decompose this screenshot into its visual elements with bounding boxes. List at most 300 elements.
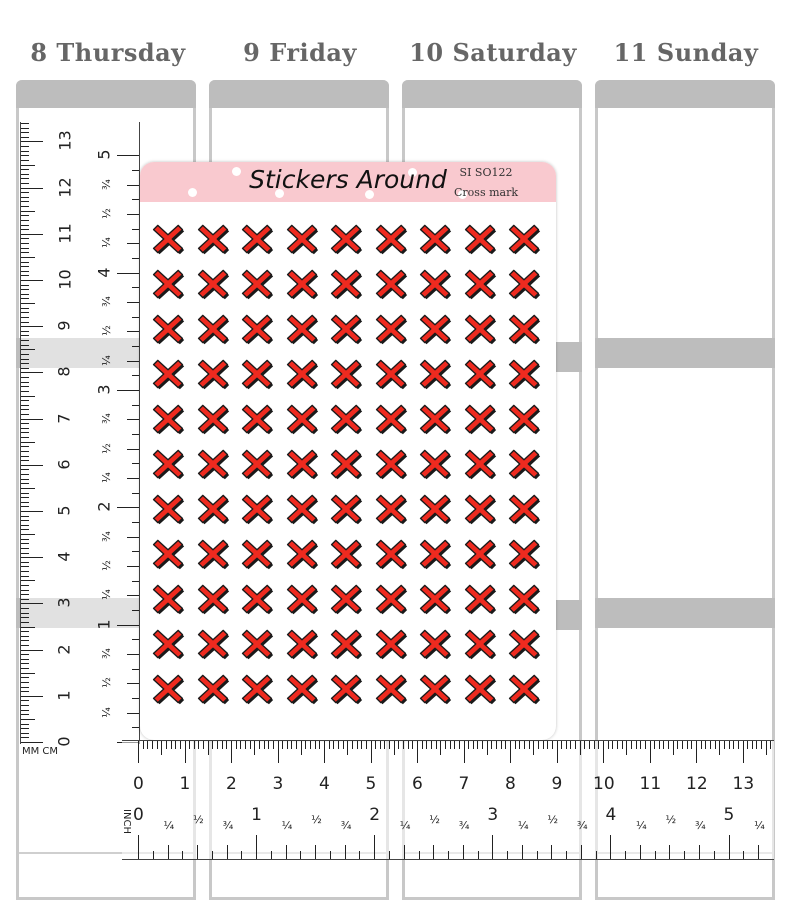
ruler-tick (450, 741, 451, 749)
ruler-tick (21, 312, 29, 313)
ruler-tick (529, 741, 530, 749)
ruler-tick (422, 741, 423, 749)
column-header-bar (595, 80, 775, 108)
cross-mark-icon (151, 447, 185, 481)
cross-mark-icon (196, 672, 230, 706)
ruler-tick (738, 741, 739, 749)
ruler-tick (454, 741, 455, 749)
ruler-tick (127, 214, 139, 215)
ruler-tick (343, 741, 344, 749)
ruler-tick (21, 488, 35, 489)
ruler-tick (21, 636, 29, 637)
ruler-tick (482, 741, 483, 749)
ruler-fraction-label: ½ (99, 325, 113, 337)
ruler-tick (21, 243, 29, 244)
ruler-tick (138, 835, 139, 859)
ruler-fraction-label: ½ (665, 813, 677, 826)
ruler-tick (21, 211, 35, 212)
cross-mark-icon (463, 672, 497, 706)
ruler-tick (21, 548, 29, 549)
ruler-tick (404, 845, 405, 859)
ruler-tick (492, 835, 493, 859)
ruler-cm-label: 6 (412, 774, 423, 794)
cross-mark-icon (507, 402, 541, 436)
ruler-tick (617, 741, 618, 749)
ruler-tick (21, 294, 29, 295)
ruler-tick (21, 659, 29, 660)
ruler-tick (21, 696, 43, 697)
ruler-tick (477, 741, 478, 749)
ruler-tick (537, 851, 538, 859)
ruler-cm-label: 5 (54, 505, 74, 516)
ruler-cm-label: 10 (55, 269, 75, 290)
ruler-tick (761, 741, 762, 749)
cross-mark-icon (151, 627, 185, 661)
ruler-cm-label: 12 (55, 176, 75, 198)
cross-mark-icon (285, 357, 319, 391)
ruler-tick (347, 741, 348, 755)
ruler-tick (227, 845, 228, 859)
cross-mark-icon (240, 582, 274, 616)
ruler-tick (729, 741, 730, 749)
ruler-cm-label: 6 (54, 459, 74, 470)
ruler-tick (152, 741, 153, 749)
cross-mark-icon (374, 402, 408, 436)
ruler-tick (21, 446, 29, 447)
ruler-tick (636, 741, 637, 749)
ruler-tick (21, 220, 29, 221)
ruler-tick (21, 248, 29, 249)
ruler-fraction-label: ¼ (635, 819, 647, 832)
cross-mark-icon (329, 402, 363, 436)
ruler-tick (132, 346, 139, 347)
ruler-tick (566, 741, 567, 749)
cross-mark-icon (329, 537, 363, 571)
ruler-tick (273, 741, 274, 749)
ruler-inch-label: 4 (94, 267, 114, 278)
ruler-cm-label: 13 (55, 130, 75, 152)
ruler-tick (117, 390, 139, 391)
ruler-tick (21, 386, 29, 387)
ruler-tick (127, 331, 139, 332)
cross-mark-icon (374, 357, 408, 391)
ruler-tick (182, 851, 183, 859)
ruler-cm-label: 8 (505, 774, 516, 794)
ruler-tick (259, 741, 260, 749)
cross-mark-icon (240, 627, 274, 661)
ruler-tick (594, 741, 595, 749)
ruler-tick (21, 580, 35, 581)
ruler-tick (21, 465, 43, 466)
ruler-tick (21, 174, 29, 175)
ruler-tick (696, 741, 697, 763)
cross-mark-icon (507, 537, 541, 571)
ruler-fraction-label: ¼ (99, 589, 113, 601)
ruler-tick (21, 132, 29, 133)
ruler-tick (21, 566, 29, 567)
cross-mark-icon (463, 222, 497, 256)
ruler-inch-label: 2 (94, 501, 114, 512)
ruler-tick (21, 645, 29, 646)
ruler-tick (431, 741, 432, 749)
ruler-tick (310, 741, 311, 749)
ruler-tick (21, 363, 29, 364)
cross-mark-icon (507, 357, 541, 391)
column-header-bar (209, 80, 389, 108)
ruler-tick (403, 741, 404, 749)
sticker-grid (151, 222, 551, 717)
ruler-tick (21, 275, 29, 276)
ruler-tick (245, 741, 246, 749)
column-header-bar (16, 80, 196, 108)
ruler-tick (21, 340, 29, 341)
ruler-tick (21, 469, 29, 470)
ruler-tick (21, 123, 29, 124)
ruler-tick (21, 728, 29, 729)
ruler-tick (21, 502, 29, 503)
cross-mark-icon (196, 267, 230, 301)
ruler-tick (21, 529, 29, 530)
cross-mark-icon (196, 222, 230, 256)
ruler-tick (282, 741, 283, 749)
ruler-tick (551, 845, 552, 859)
ruler-tick (132, 375, 139, 376)
cross-mark-icon (507, 672, 541, 706)
ruler-tick (729, 835, 730, 859)
cross-mark-icon (507, 447, 541, 481)
ruler-tick (132, 581, 139, 582)
cross-mark-icon (329, 267, 363, 301)
ruler-fraction-label: ¼ (99, 472, 113, 483)
ruler-tick (715, 741, 716, 749)
ruler-tick (701, 741, 702, 749)
cross-mark-icon (507, 492, 541, 526)
ruler-tick (758, 845, 759, 859)
ruler-tick (21, 557, 43, 558)
ruler-tick (21, 474, 29, 475)
ruler-tick (626, 741, 627, 755)
cross-mark-icon (329, 582, 363, 616)
ruler-tick (300, 851, 301, 859)
ruler-tick (185, 741, 186, 763)
ruler-fraction-label: ½ (99, 677, 113, 689)
ruler-tick (222, 741, 223, 749)
ruler-cm-label: 3 (272, 774, 284, 794)
ruler-tick (345, 845, 346, 859)
cross-mark-icon (240, 402, 274, 436)
ruler-fraction-label: ¾ (99, 413, 113, 425)
ruler-tick (21, 571, 29, 572)
ruler-tick (21, 677, 29, 678)
cross-mark-icon (374, 447, 408, 481)
ruler-tick (21, 687, 29, 688)
ruler-tick (21, 419, 43, 420)
ruler-tick (747, 741, 748, 749)
cross-mark-icon (507, 222, 541, 256)
ruler-tick (127, 185, 139, 186)
ruler-tick (684, 851, 685, 859)
ruler-tick (21, 396, 35, 397)
cross-mark-icon (374, 492, 408, 526)
ruler-tick (21, 298, 29, 299)
ruler-tick (240, 741, 241, 749)
ruler-tick (21, 183, 29, 184)
ruler-inch-label: 5 (723, 805, 735, 825)
ruler-tick (132, 170, 139, 171)
ruler-tick (752, 741, 753, 749)
ruler-tick (132, 698, 139, 699)
cross-mark-icon (418, 357, 452, 391)
ruler-tick (389, 741, 390, 749)
ruler-tick (138, 741, 139, 763)
cross-mark-icon (329, 627, 363, 661)
ruler-fraction-label: ¾ (576, 819, 588, 832)
cross-mark-icon (463, 402, 497, 436)
ruler-tick (21, 234, 43, 235)
ruler-tick (324, 741, 325, 763)
ruler-fraction-label: ½ (547, 813, 559, 826)
ruler-tick (166, 741, 167, 749)
ruler-tick (384, 741, 385, 749)
horizontal-ruler-unit-label: INCH (120, 809, 132, 834)
ruler-tick (21, 673, 35, 674)
ruler-tick (21, 188, 43, 189)
ruler-tick (21, 257, 35, 258)
ruler-tick (21, 372, 43, 373)
ruler-tick (21, 252, 29, 253)
vertical-ruler (20, 122, 140, 747)
ruler-tick (21, 654, 29, 655)
cross-mark-icon (285, 582, 319, 616)
ruler-fraction-label: ¾ (99, 648, 113, 659)
cross-mark-icon (240, 447, 274, 481)
ruler-tick (436, 741, 437, 749)
ruler-cm-label: 1 (179, 774, 191, 794)
ruler-tick (366, 741, 367, 749)
cross-mark-icon (418, 267, 452, 301)
column-header-bar (402, 80, 582, 108)
ruler-tick (329, 741, 330, 749)
ruler-cm-label: 10 (593, 774, 615, 794)
ruler-tick (127, 302, 139, 303)
cross-mark-icon (329, 672, 363, 706)
ruler-tick (21, 553, 29, 554)
ruler-tick (21, 493, 29, 494)
ruler-tick (21, 303, 35, 304)
ruler-tick (296, 741, 297, 749)
column-band (595, 598, 775, 628)
ruler-tick (566, 851, 567, 859)
ruler-tick (21, 737, 29, 738)
ruler-inch-label: 3 (487, 805, 499, 825)
ruler-tick (598, 741, 599, 749)
ruler-tick (21, 165, 35, 166)
ruler-tick (743, 851, 744, 859)
cross-mark-icon (196, 447, 230, 481)
ruler-tick (21, 650, 43, 651)
ruler-tick (21, 141, 43, 142)
cross-mark-icon (374, 312, 408, 346)
ruler-tick (21, 414, 29, 415)
ruler-tick (21, 331, 29, 332)
cross-mark-icon (240, 672, 274, 706)
ruler-tick (522, 845, 523, 859)
cross-mark-icon (151, 582, 185, 616)
ruler-tick (21, 525, 29, 526)
cross-mark-icon (196, 312, 230, 346)
ruler-tick (510, 741, 511, 763)
ruler-tick (625, 851, 626, 859)
ruler-tick (359, 851, 360, 859)
day-header-thursday: 8 Thursday (30, 38, 186, 67)
ruler-fraction-label: ¼ (99, 237, 113, 249)
ruler-tick (412, 741, 413, 749)
ruler-tick (21, 225, 29, 226)
ruler-tick (352, 741, 353, 749)
ruler-tick (127, 449, 139, 450)
ruler-tick (669, 845, 670, 859)
ruler-tick (543, 741, 544, 749)
ruler-tick (464, 741, 465, 763)
cross-mark-icon (374, 222, 408, 256)
ruler-tick (459, 741, 460, 749)
ruler-tick (557, 741, 558, 763)
ruler-tick (21, 409, 29, 410)
ruler-tick (117, 507, 139, 508)
ruler-tick (21, 456, 29, 457)
ruler-tick (132, 258, 139, 259)
ruler-tick (271, 851, 272, 859)
cross-mark-icon (463, 492, 497, 526)
ruler-tick (640, 845, 641, 859)
ruler-fraction-label: ¾ (222, 819, 234, 832)
ruler-tick (153, 851, 154, 859)
ruler-inch-label: 3 (94, 384, 114, 395)
vertical-ruler-unit-label: MM CM (22, 746, 59, 757)
ruler-tick (603, 741, 604, 763)
ruler-tick (21, 497, 29, 498)
ruler-tick (132, 463, 139, 464)
ruler-tick (21, 262, 29, 263)
ruler-tick (584, 741, 585, 749)
ruler-tick (552, 741, 553, 749)
ruler-tick (687, 741, 688, 749)
cross-mark-icon (463, 267, 497, 301)
ruler-tick (231, 741, 232, 763)
ruler-tick (21, 437, 29, 438)
ruler-tick (21, 742, 43, 743)
ruler-tick (650, 741, 651, 763)
ruler-tick (21, 460, 29, 461)
ruler-tick (581, 845, 582, 859)
ruler-tick (724, 741, 725, 749)
ruler-tick (132, 610, 139, 611)
ruler-tick (127, 713, 139, 714)
ruler-tick (21, 534, 35, 535)
ruler-tick (570, 741, 571, 749)
ruler-tick (580, 741, 581, 755)
ruler-tick (468, 741, 469, 749)
ruler-tick (491, 741, 492, 749)
ruler-tick (127, 361, 139, 362)
ruler-tick (127, 654, 139, 655)
ruler-tick (250, 741, 251, 749)
cross-mark-icon (418, 627, 452, 661)
ruler-tick (21, 423, 29, 424)
ruler-cm-label: 0 (133, 774, 144, 794)
ruler-tick (132, 405, 139, 406)
ruler-cm-label: 9 (551, 774, 563, 794)
ruler-cm-label: 11 (55, 223, 75, 244)
ruler-tick (538, 741, 539, 749)
cross-mark-icon (240, 222, 274, 256)
cross-mark-icon (418, 492, 452, 526)
cross-mark-icon (240, 267, 274, 301)
ruler-tick (127, 595, 139, 596)
ruler-tick (673, 741, 674, 755)
ruler-tick (21, 590, 29, 591)
ruler-tick (241, 851, 242, 859)
ruler-tick (143, 741, 144, 749)
ruler-tick (21, 271, 29, 272)
ruler-inch-label: 2 (369, 805, 381, 825)
ruler-tick (21, 622, 29, 623)
ruler-tick (21, 354, 29, 355)
cross-mark-icon (285, 492, 319, 526)
cross-mark-icon (196, 492, 230, 526)
ruler-tick (505, 741, 506, 749)
ruler-tick (21, 308, 29, 309)
ruler-tick (236, 741, 237, 749)
ruler-tick (21, 178, 29, 179)
cross-mark-icon (151, 537, 185, 571)
ruler-tick (668, 741, 669, 749)
ruler-tick (161, 741, 162, 755)
ruler-cm-label: 2 (54, 644, 74, 655)
ruler-tick (433, 845, 434, 859)
cross-mark-icon (463, 357, 497, 391)
cross-mark-icon (329, 492, 363, 526)
ruler-tick (226, 741, 227, 749)
ruler-tick (21, 700, 29, 701)
ruler-tick (132, 551, 139, 552)
ruler-tick (21, 511, 43, 512)
ruler-tick (371, 741, 372, 763)
ruler-tick (663, 741, 664, 749)
ruler-tick (21, 405, 29, 406)
ruler-tick (127, 478, 139, 479)
ruler-tick (117, 155, 139, 156)
cross-mark-icon (329, 447, 363, 481)
ruler-tick (417, 741, 418, 763)
cross-mark-icon (418, 447, 452, 481)
cross-mark-icon (374, 627, 408, 661)
ruler-tick (21, 238, 29, 239)
ruler-cm-label: 8 (54, 366, 74, 377)
ruler-tick (533, 741, 534, 755)
ruler-tick (132, 287, 139, 288)
ruler-tick (315, 741, 316, 749)
ruler-tick (21, 479, 29, 480)
ruler-tick (655, 851, 656, 859)
ruler-inch-label: 4 (605, 805, 617, 825)
ruler-tick (21, 201, 29, 202)
ruler-tick (770, 741, 771, 749)
product-code: SI SO122 (459, 166, 513, 179)
ruler-tick (268, 741, 269, 749)
ruler-fraction-label: ¼ (399, 819, 411, 832)
ruler-fraction-label: ¾ (99, 530, 113, 542)
